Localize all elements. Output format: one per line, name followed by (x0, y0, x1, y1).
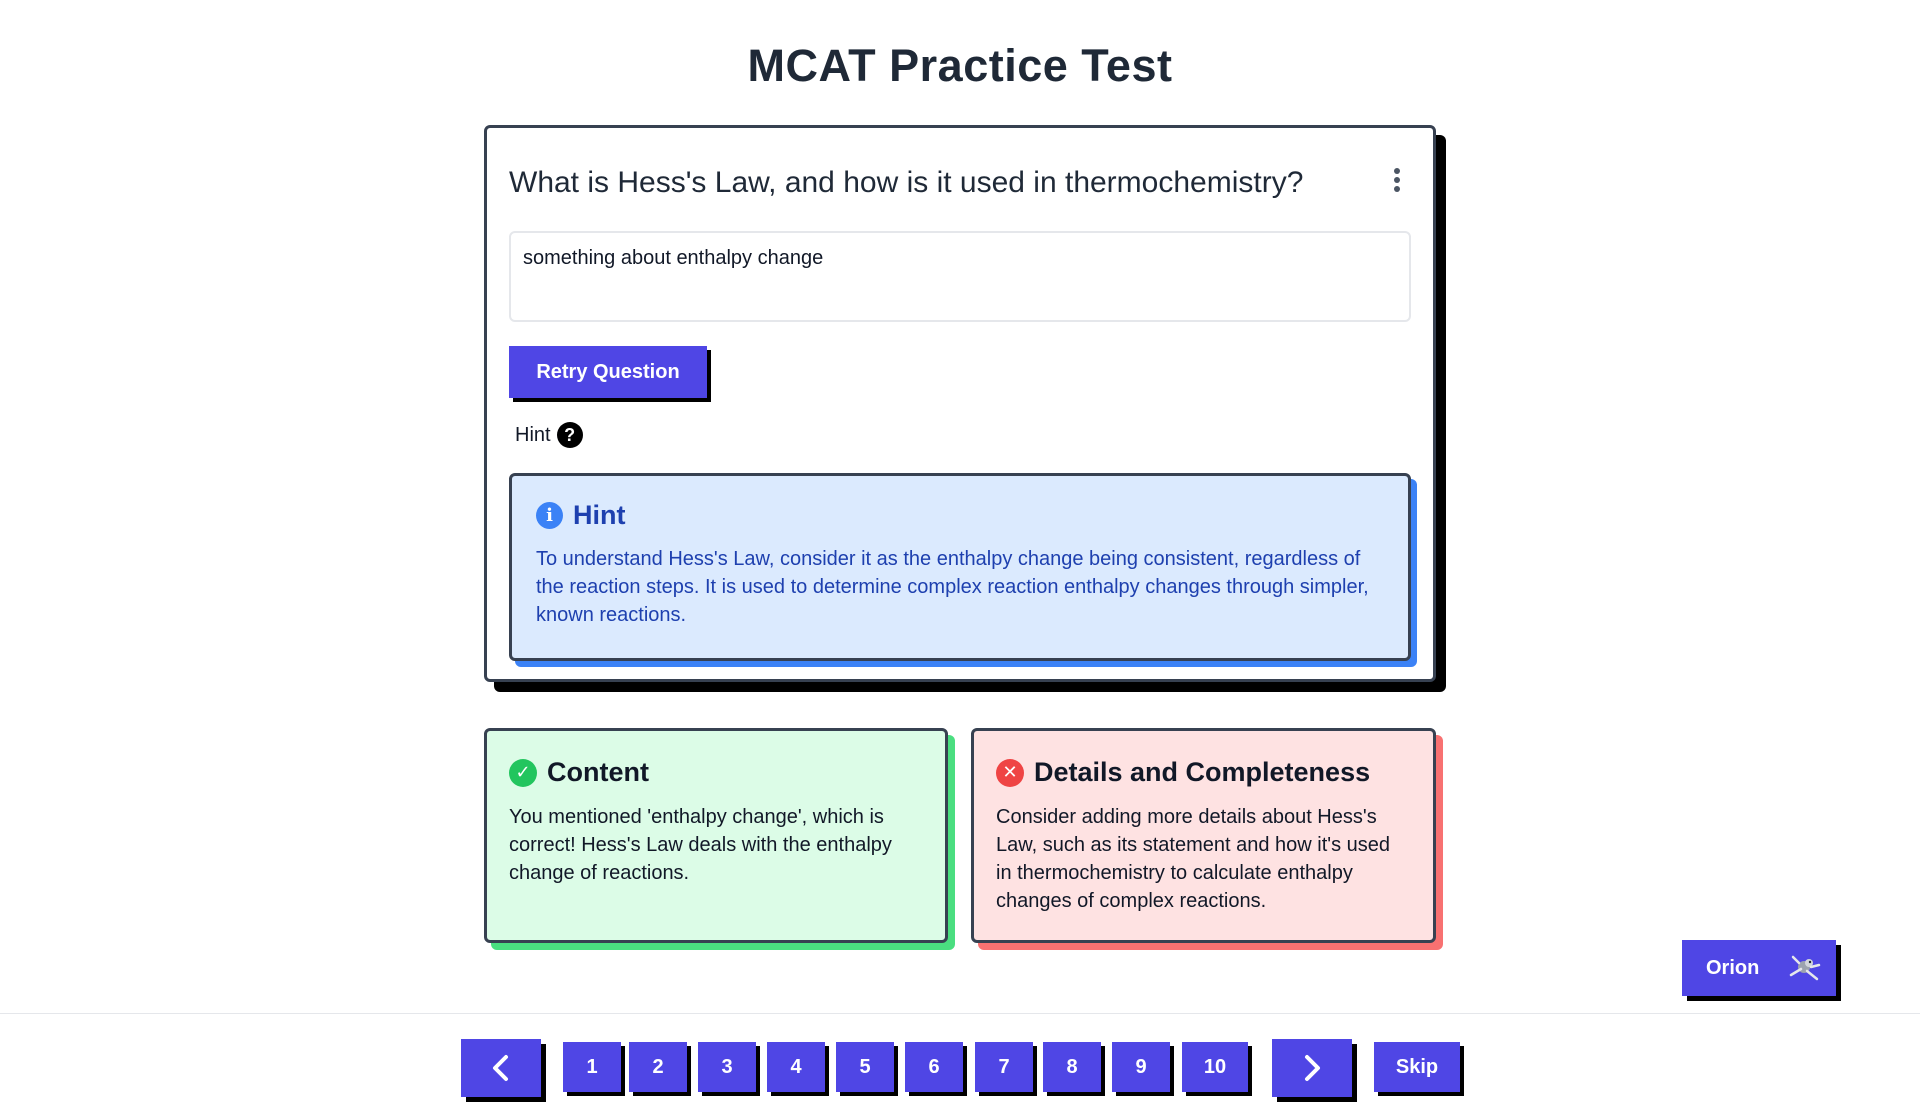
orion-assistant-button[interactable] (1682, 940, 1836, 996)
question-card (484, 125, 1436, 682)
page-button-6[interactable]: 6 (905, 1042, 963, 1092)
page-button-8[interactable]: 8 (1043, 1042, 1101, 1092)
hint-toggle-label: Hint (515, 423, 551, 446)
hint-panel (509, 473, 1411, 661)
orion-mascot-icon (1787, 953, 1821, 983)
page-title: MCAT Practice Test (747, 40, 1173, 91)
question-text: What is Hess's Law, and how is it used in thermochemistry? (509, 166, 1304, 199)
page-button-3[interactable]: 3 (698, 1042, 756, 1092)
page-button-7[interactable]: 7 (975, 1042, 1033, 1092)
feedback-card-content (484, 728, 948, 943)
hint-body: To understand Hess's Law, consider it as the enthalpy change being consistent, regardless of the reaction steps. It is used to determine complex reaction enthalpy changes through simpler, known reactions. (536, 548, 1369, 626)
feedback-title: Details and Completeness (1034, 757, 1371, 787)
page-button-2[interactable]: 2 (629, 1042, 687, 1092)
next-button[interactable] (1272, 1039, 1352, 1097)
answer-textarea[interactable]: something about enthalpy change (509, 231, 1411, 322)
footer-divider (0, 1013, 1920, 1014)
hint-header (536, 500, 1384, 531)
chevron-left-icon (490, 1053, 512, 1083)
question-mark-icon[interactable]: ? (557, 422, 583, 448)
more-options-icon[interactable] (1391, 168, 1403, 194)
hint-toggle[interactable] (515, 422, 583, 448)
x-circle-icon: ✕ (996, 759, 1024, 787)
page-button-5[interactable]: 5 (836, 1042, 894, 1092)
previous-button[interactable] (461, 1039, 541, 1097)
hint-title: Hint (573, 500, 626, 530)
page-button-4[interactable]: 4 (767, 1042, 825, 1092)
feedback-card-details (971, 728, 1436, 943)
feedback-body: Consider adding more details about Hess's Law, such as its statement and how it's used in thermochemistry to calculate enthalpy changes of complex reactions. (996, 806, 1391, 912)
pagination (0, 1039, 1920, 1099)
feedback-body: You mentioned 'enthalpy change', which is correct! Hess's Law deals with the enthalpy change of reactions. (509, 806, 892, 884)
feedback-header (996, 757, 1411, 788)
orion-label: Orion (1706, 956, 1760, 979)
retry-question-button[interactable]: Retry Question (509, 346, 707, 398)
check-circle-icon: ✓ (509, 759, 537, 787)
skip-button[interactable]: Skip (1374, 1042, 1460, 1092)
chevron-right-icon (1301, 1053, 1323, 1083)
info-icon: i (536, 502, 563, 529)
feedback-header (509, 757, 923, 788)
page-button-9[interactable]: 9 (1112, 1042, 1170, 1092)
feedback-title: Content (547, 757, 649, 787)
page-button-10[interactable]: 10 (1182, 1042, 1248, 1092)
page-button-1[interactable]: 1 (563, 1042, 621, 1092)
